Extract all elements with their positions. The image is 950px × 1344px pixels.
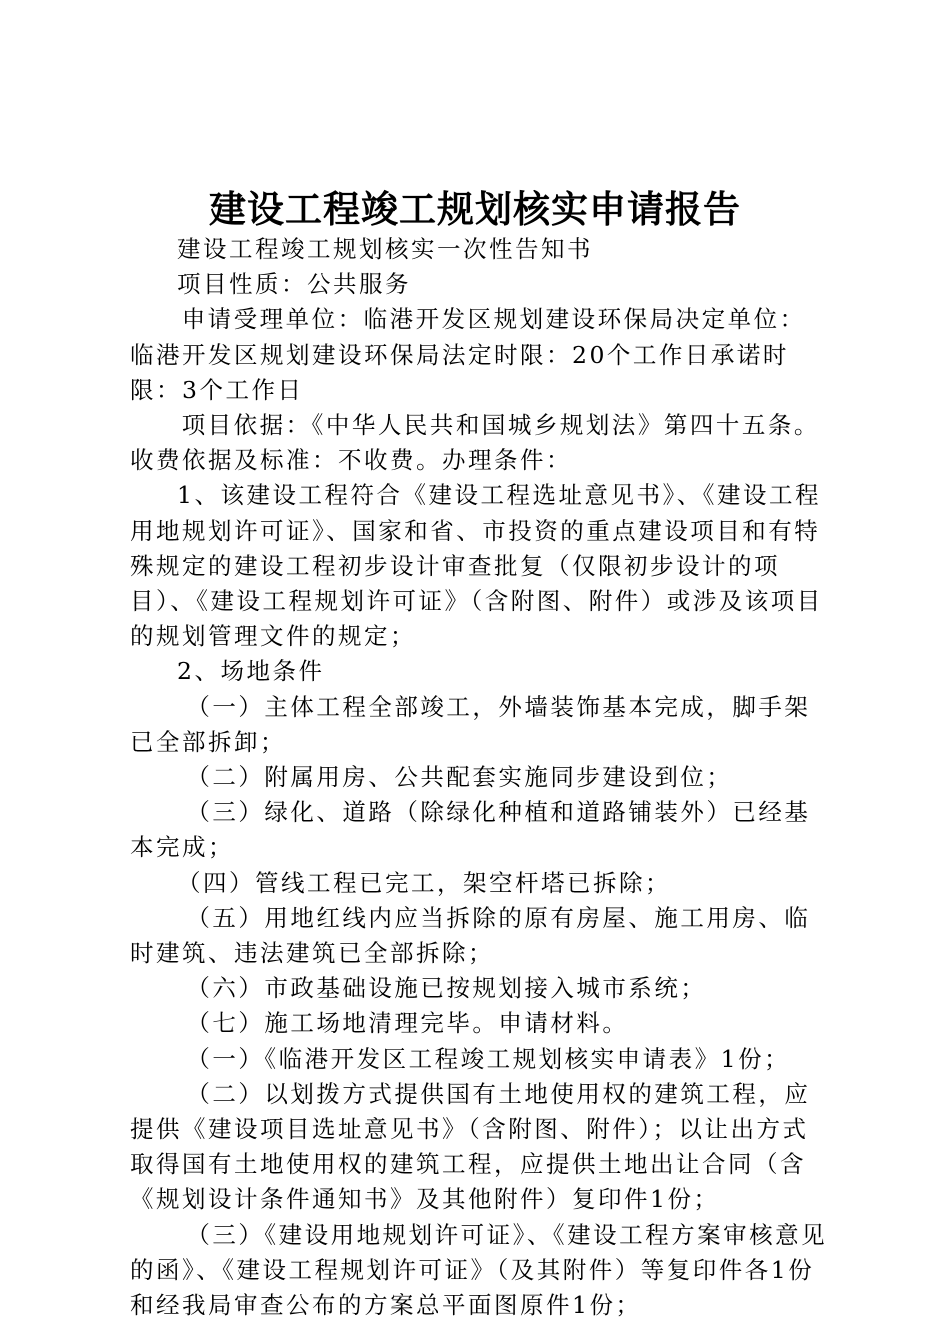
document-title: 建设工程竣工规划核实申请报告	[209, 187, 741, 231]
material-2: （二）以划拨方式提供国有土地使用权的建筑工程，应提供《建设项目选址意见书》（含附图、附件）；以让出方式取得国有土地使用权的建筑工程，应提供土地出让合同（含《规划设计条件通知书》及其他附件）复印件1份；	[130, 1079, 811, 1214]
site-condition-1: （一）主体工程全部竣工，外墙装饰基本完成，脚手架已全部拆卸；	[130, 692, 811, 756]
document-body	[130, 232, 830, 1323]
site-condition-7: （七）施工场地清理完毕。申请材料。	[186, 1009, 629, 1038]
material-1: （一）《临港开发区工程竣工规划核实申请表》1份；	[186, 1044, 791, 1073]
site-condition-5: （五）用地红线内应当拆除的原有房屋、施工用房、临时建筑、违法建筑已全部拆除；	[130, 903, 811, 968]
condition-2: 2、场地条件	[177, 657, 325, 686]
site-condition-2: （二）附属用房、公共配套实施同步建设到位；	[186, 763, 733, 792]
project-nature: 项目性质：公共服务	[177, 270, 411, 299]
site-condition-3: （三）绿化、道路（除绿化种植和道路铺装外）已经基本完成；	[130, 798, 811, 862]
site-condition-6: （六）市政基础设施已按规划接入城市系统；	[186, 974, 707, 1003]
accepting-unit: 申请受理单位：临港开发区规划建设环保局决定单位：临港开发区规划建设环保局法定时限：20个工作日承诺时限：3个工作日	[130, 305, 806, 404]
notice-heading: 建设工程竣工规划核实一次性告知书	[177, 235, 593, 263]
site-condition-4: （四）管线工程已完工，架空杆塔已拆除；	[177, 868, 671, 897]
project-basis: 项目依据：《中华人民共和国城乡规划法》第四十五条。收费依据及标准：不收费。办理条件：	[130, 411, 820, 475]
condition-1: 1、该建设工程符合《建设工程选址意见书》、《建设工程用地规划许可证》、国家和省、市投资的重点建设项目和有特殊规定的建设工程初步设计审查批复（仅限初步设计的项目）、《建设工程规划许可证》（含附图、附件）或涉及该项目的规划管理文件的规定；	[130, 481, 823, 651]
material-3: （三）《建设用地规划许可证》、《建设工程方案审核意见的函》、《建设工程规划许可证》（及其附件）等复印件各1份和经我局审查公布的方案总平面图原件1份；	[130, 1220, 828, 1320]
